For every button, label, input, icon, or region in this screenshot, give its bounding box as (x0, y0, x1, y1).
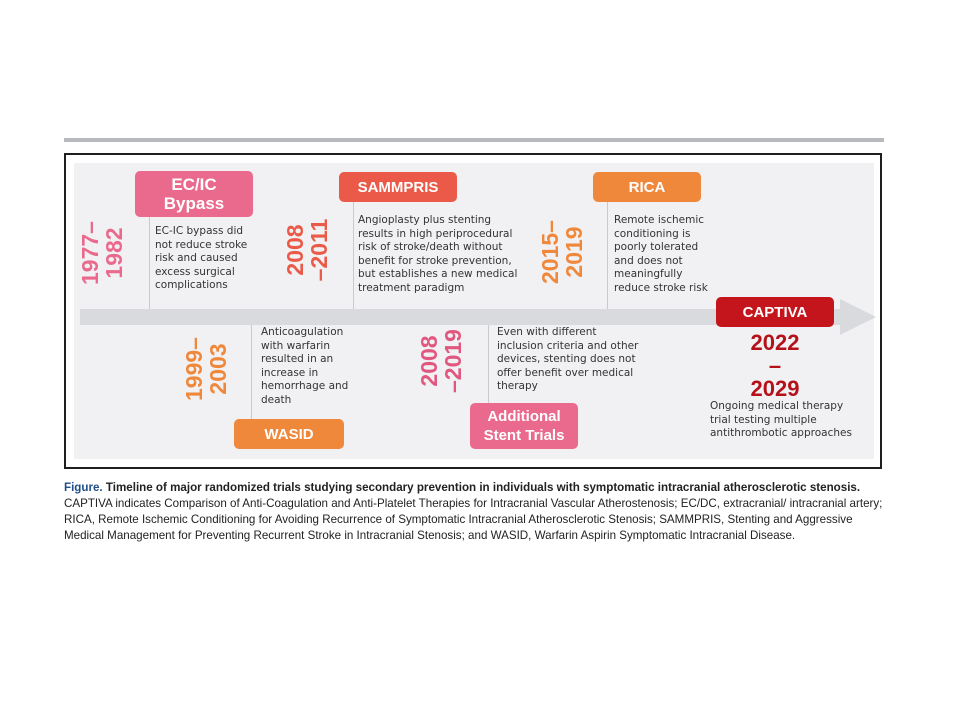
captiva-badge: CAPTIVA (716, 297, 834, 327)
rica-connector (607, 193, 608, 309)
timeline-panel (74, 163, 874, 459)
caption-title: Timeline of major randomized trials studying secondary prevention in individuals with symptomatic intracranial atherosclerotic stenosis. (105, 481, 861, 494)
caption-label: Figure. (64, 481, 103, 494)
additional-badge: Additional Stent Trials (470, 403, 578, 449)
ecic-badge: EC/IC Bypass (135, 171, 253, 217)
additional-description: Even with different inclusion criteria and other devices, stenting does not offer benefit over medical therapy (497, 326, 639, 393)
ecic-connector (149, 203, 150, 309)
rica-years: 2015– 2019 (537, 220, 587, 284)
rica-description: Remote ischemic conditioning is poorly tolerated and does not meaningfully reduce stroke risk (614, 214, 708, 294)
sammpris-connector (353, 193, 354, 309)
timeline-arrowhead (840, 299, 876, 335)
captiva-years: 2022 – 2029 (750, 330, 800, 401)
top-divider (64, 138, 884, 142)
ecic-years: 1977– 1982 (77, 221, 127, 285)
wasid-badge: WASID (234, 419, 344, 449)
timeline-figure (64, 153, 882, 469)
figure-caption (64, 480, 894, 544)
additional-connector (488, 325, 489, 405)
sammpris-years: 2008 –2011 (282, 218, 332, 282)
sammpris-badge: SAMMPRIS (339, 172, 457, 202)
wasid-connector (251, 325, 252, 425)
rica-badge: RICA (593, 172, 701, 202)
wasid-description: Anticoagulation with warfarin resulted in an increase in hemorrhage and death (261, 326, 349, 406)
ecic-description: EC-IC bypass did not reduce stroke risk and caused excess surgical complications (155, 225, 248, 292)
wasid-years: 1999– 2003 (181, 337, 231, 401)
additional-years: 2008 –2019 (416, 329, 466, 393)
captiva-description: Ongoing medical therapy trial testing multiple antithrombotic approaches (710, 400, 852, 440)
sammpris-description: Angioplasty plus stenting results in high periprocedural risk of stroke/death without benefit for stroke prevention, but establishes a new medical treatment paradigm (358, 214, 518, 294)
caption-body: CAPTIVA indicates Comparison of Anti-Coagulation and Anti-Platelet Therapies for Intracranial Vascular Atherostenosis; EC/DC, extracranial/ intracranial artery; RICA, Remote Ischemic Conditioning for Avoiding Recurrence of Symptomatic Intracranial Atherosclerotic Stenosis; SAMMPRIS, Stenting and Aggressive Medical Management for Preventing Recurrent Stroke in Intracranial Stenosis; and WASID, Warfarin Aspirin Symptomatic Intracranial Disease. (64, 497, 883, 542)
